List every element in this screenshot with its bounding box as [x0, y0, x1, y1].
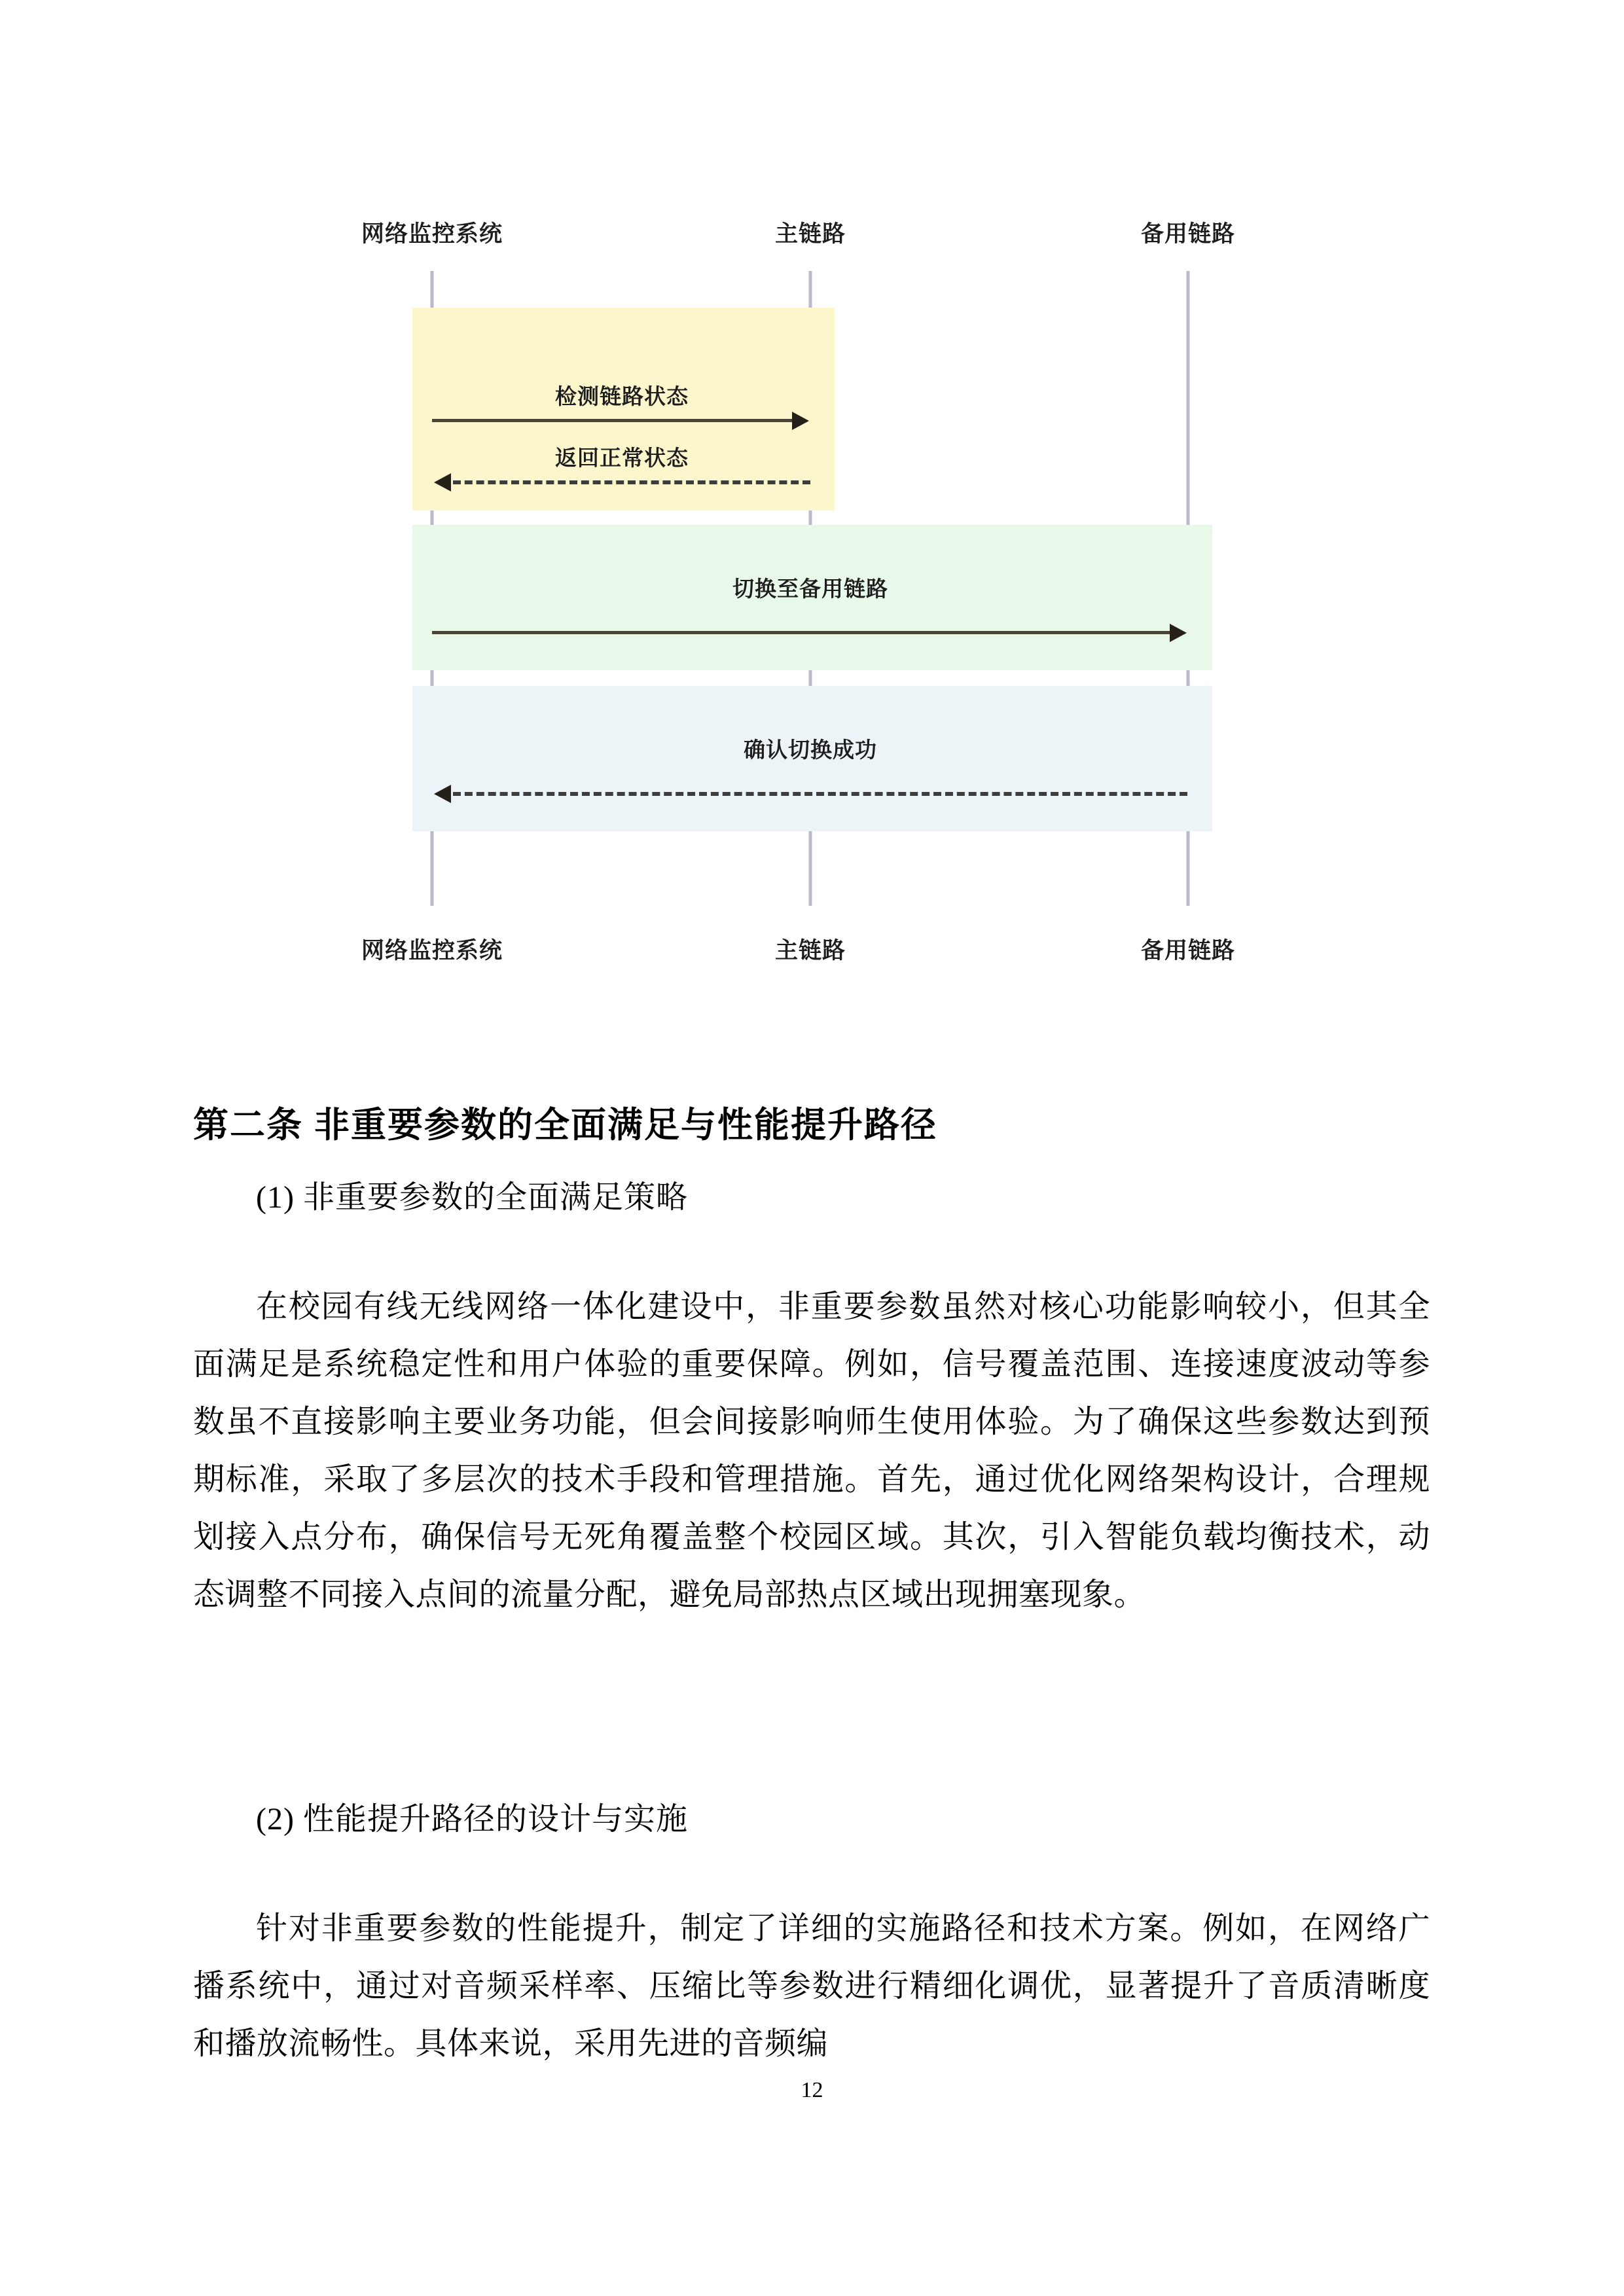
message-label-switch-to-backup-link: 切换至备用链路	[732, 577, 888, 601]
page-title: 第二条 非重要参数的全面满足与性能提升路径	[193, 1105, 938, 1145]
arrow-head-left-icon	[434, 473, 451, 492]
message-label-return-normal-status: 返回正常状态	[555, 446, 689, 470]
participant-label-bottom-primary: 主链路	[774, 938, 846, 963]
arrow-head-left-icon	[434, 785, 451, 803]
message-arrow-detect-link-status	[432, 419, 793, 422]
participant-label-bottom-backup: 备用链路	[1140, 938, 1236, 963]
page-number: 12	[801, 2078, 823, 2102]
message-arrow-switch-to-backup-link	[432, 631, 1170, 634]
section-2-subheading: (2) 性能提升路径的设计与实施	[256, 1802, 688, 1837]
arrow-head-right-icon	[1170, 624, 1187, 642]
section-1-paragraph: 在校园有线无线网络一体化建设中，非重要参数虽然对核心功能影响较小，但其全面满足是系统稳定性和用户体验的重要保障。例如，信号覆盖范围、连接速度波动等参数虽不直接影响主要业务功能，但会间接影响师生使用体验。为了确保这些参数达到预期标准，采取了多层次的技术手段和管理措施。首先，通过优化网络架构设计，合理规划接入点分布，确保信号无死角覆盖整个校园区域。其次，引入智能负载均衡技术，动态调整不同接入点间的流量分配，避免局部热点区域出现拥塞现象。	[193, 1289, 1430, 1612]
participant-label-top-backup: 备用链路	[1140, 221, 1236, 247]
participant-label-top-primary: 主链路	[774, 221, 846, 247]
arrow-head-right-icon	[792, 412, 809, 430]
message-arrow-confirm-switch-success	[453, 792, 1187, 796]
sequence-diagram	[281, 216, 1342, 975]
participant-label-top-monitor: 网络监控系统	[361, 221, 503, 247]
message-label-confirm-switch-success: 确认切换成功	[744, 738, 877, 762]
participant-label-bottom-monitor: 网络监控系统	[361, 938, 503, 963]
message-arrow-return-normal-status	[453, 480, 810, 484]
message-label-detect-link-status: 检测链路状态	[555, 384, 689, 408]
section-1-subheading: (1) 非重要参数的全面满足策略	[256, 1180, 688, 1215]
section-2-paragraph: 针对非重要参数的性能提升，制定了详细的实施路径和技术方案。例如，在网络广播系统中，通过对音频采样率、压缩比等参数进行精细化调优，显著提升了音质清晰度和播放流畅性。具体来说，采用先进的音频编	[193, 1911, 1430, 2061]
